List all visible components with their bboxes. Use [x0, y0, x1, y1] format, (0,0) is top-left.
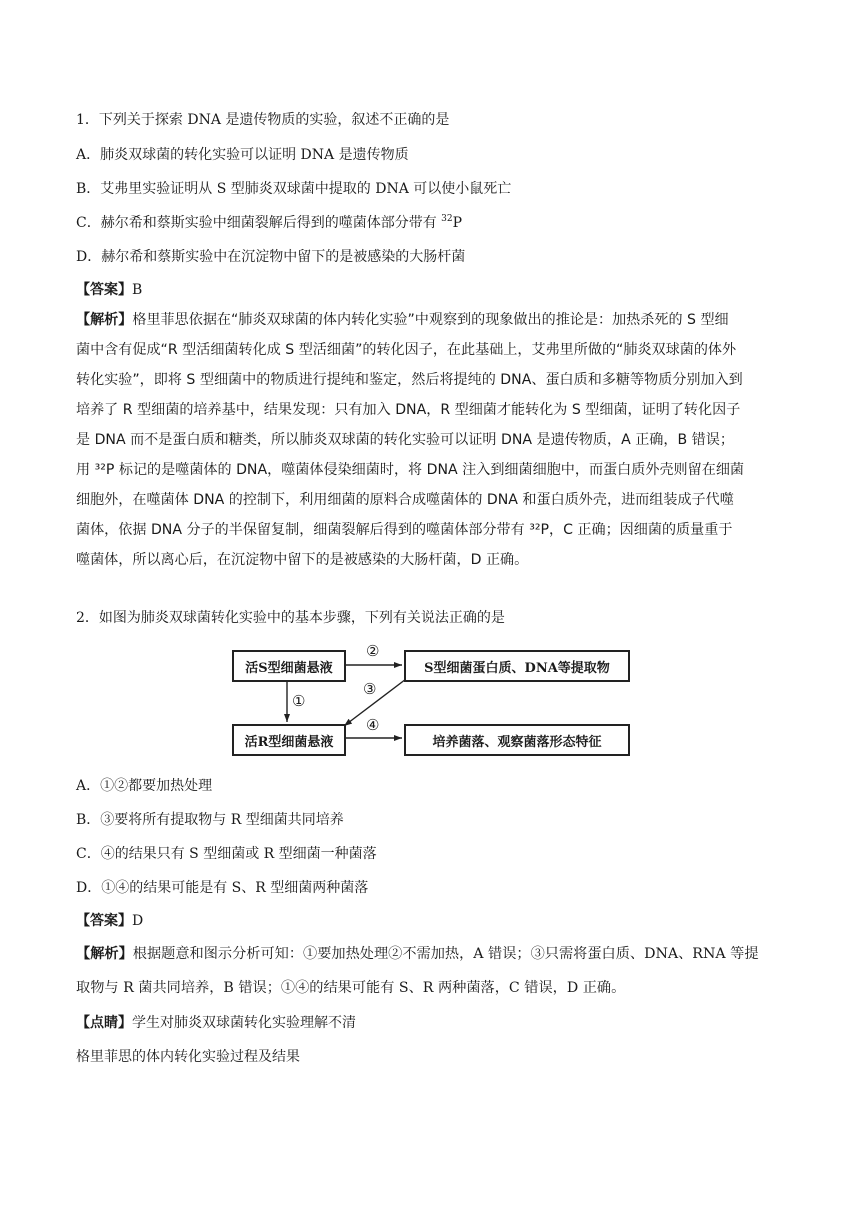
- q2-answer-value: D: [132, 913, 144, 929]
- step-2-label: ②: [366, 642, 380, 660]
- q2-option-c: C．④的结果只有 S 型细菌或 R 型细菌一种菌落: [76, 846, 377, 862]
- q1-analysis-line: 用 ³²P 标记的是噬菌体的 DNA，噬菌体侵染细菌时，将 DNA 注入到细菌细胞中，而蛋白质外壳则留在细菌: [76, 462, 745, 478]
- q2-analysis-line: 取物与 R 菌共同培养，B 错误；①④的结果可能有 S、R 两种菌落，C 错误，D 正确。: [76, 980, 626, 996]
- q1-analysis-row: [76, 305, 784, 335]
- q2-note-text: 学生对肺炎双球菌转化实验理解不清: [132, 1015, 356, 1031]
- q1-analysis-line: 噬菌体，所以离心后，在沉淀物中留下的是被感染的大肠杆菌，D 正确。: [76, 552, 529, 568]
- q2-option-b: B．③要将所有提取物与 R 型细菌共同培养: [76, 812, 344, 828]
- q1-analysis-line: 菌体，依据 DNA 分子的半保留复制，细菌裂解后得到的噬菌体部分带有 ³²P，C 正确；因细菌的质量重于: [76, 522, 733, 538]
- q1-option-c-superscript: 32: [441, 214, 453, 224]
- box-culture-observe: 培养菌落、观察菌落形态特征: [404, 724, 630, 756]
- q1-option-d: D．赫尔希和蔡斯实验中在沉淀物中留下的是被感染的大肠杆菌: [76, 249, 466, 265]
- q2-analysis-row: [76, 937, 784, 971]
- step-3-label: ③: [363, 680, 377, 698]
- q1-option-a: A．肺炎双球菌的转化实验可以证明 DNA 是遗传物质: [76, 147, 409, 163]
- q1-answer-tag: 【答案】: [76, 282, 132, 298]
- q2-note-tag: 【点睛】: [76, 1015, 132, 1031]
- q2-tail: 格里菲思的体内转化实验过程及结果: [76, 1049, 300, 1065]
- q1-analysis-line: 是 DNA 而不是蛋白质和糖类，所以肺炎双球菌的转化实验可以证明 DNA 是遗传物质，A 正确，B 错误；: [76, 432, 734, 448]
- q2-option-a: A．①②都要加热处理: [76, 778, 213, 794]
- step-4-label: ④: [366, 716, 380, 734]
- q1-analysis-line: 格里菲思依据在“肺炎双球菌的体内转化实验”中观察到的现象做出的推论是：加热杀死的 S 型细: [132, 312, 729, 328]
- q1-option-c: [76, 212, 462, 232]
- q1-option-c-suffix: P: [452, 215, 463, 231]
- q1-analysis-line: 菌中含有促成“R 型活细菌转化成 S 型活细菌”的转化因子，在此基础上，艾弗里所做的“肺炎双球菌的体外: [76, 342, 737, 358]
- q1-option-b: B．艾弗里实验证明从 S 型肺炎双球菌中提取的 DNA 可以使小鼠死亡: [76, 181, 512, 197]
- q1-analysis: [76, 305, 784, 575]
- q1-answer-value: B: [132, 282, 143, 298]
- q2-stem: 2．如图为肺炎双球菌转化实验中的基本步骤，下列有关说法正确的是: [76, 610, 505, 626]
- step-1-label: ①: [292, 692, 306, 710]
- q2-option-d: D．①④的结果可能是有 S、R 型细菌两种菌落: [76, 880, 369, 896]
- transformation-diagram: [232, 640, 632, 755]
- q1-analysis-line: 细胞外，在噬菌体 DNA 的控制下，利用细菌的原料合成噬菌体的 DNA 和蛋白质外壳，进而组装成子代噬: [76, 492, 734, 508]
- q1-stem: 1．下列关于探索 DNA 是遗传物质的实验，叙述不正确的是: [76, 112, 450, 128]
- q1-option-c-text: C．赫尔希和蔡斯实验中细菌裂解后得到的噬菌体部分带有: [76, 215, 442, 231]
- box-s-extract: S型细菌蛋白质、DNA等提取物: [404, 650, 630, 682]
- q2-analysis-tag: 【解析】: [76, 946, 133, 962]
- box-live-r-suspension: 活R型细菌悬液: [232, 724, 346, 756]
- q2-note: [76, 1012, 356, 1032]
- q2-answer-tag: 【答案】: [76, 913, 132, 929]
- q1-analysis-line: 转化实验”，即将 S 型细菌中的物质进行提纯和鉴定，然后将提纯的 DNA、蛋白质和多糖等物质分别加入到: [76, 372, 743, 388]
- q1-analysis-line: 培养了 R 型细菌的培养基中，结果发现：只有加入 DNA，R 型细菌才能转化为 S 型细菌，证明了转化因子: [76, 402, 741, 418]
- q2-answer: [76, 910, 143, 930]
- q2-analysis-line: 根据题意和图示分析可知：①要加热处理②不需加热，A 错误；③只需将蛋白质、DNA、RNA 等提: [132, 946, 759, 962]
- box-live-s-suspension: 活S型细菌悬液: [232, 650, 346, 682]
- q1-answer: [76, 279, 142, 299]
- q1-analysis-tag: 【解析】: [76, 312, 133, 328]
- q2-analysis: [76, 937, 784, 1005]
